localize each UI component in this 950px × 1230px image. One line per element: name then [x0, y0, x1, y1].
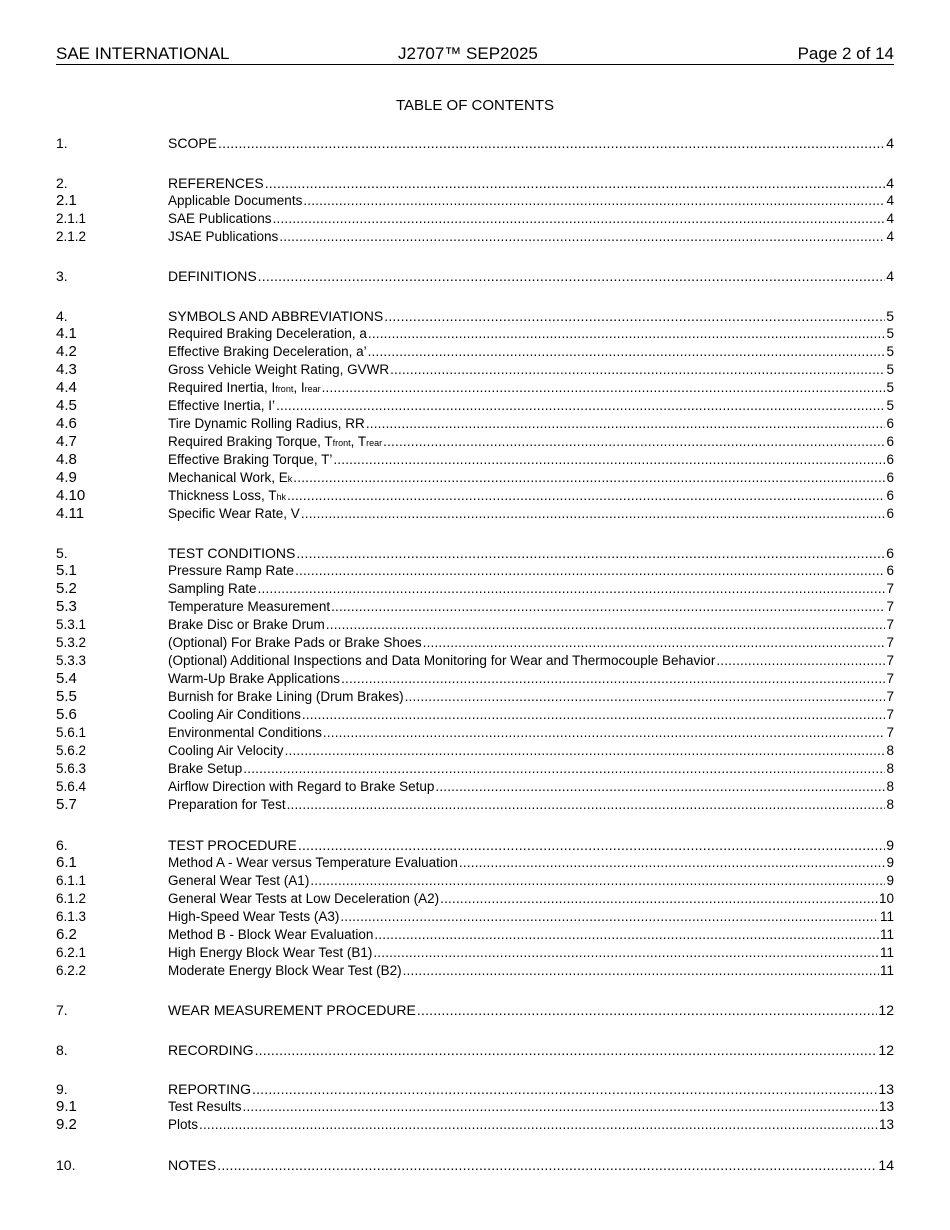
toc-entry-page: 8	[886, 761, 894, 776]
toc-leader-dots	[258, 580, 886, 598]
toc-entry-page: 6	[886, 545, 894, 561]
toc-entry-number: 4.11	[56, 504, 85, 522]
toc-entry-page: 11	[879, 908, 894, 924]
toc-entry-number: 9.2	[56, 1116, 77, 1133]
toc-title: TABLE OF CONTENTS	[395, 97, 555, 114]
toc-entry-page: 11	[879, 944, 894, 960]
toc-entry-line	[168, 397, 894, 415]
toc-entry-number: 5.	[56, 545, 68, 561]
toc-leader-dots	[384, 307, 885, 325]
toc-entry-line	[168, 598, 894, 616]
toc-entry-title: Cooling Air Conditions	[168, 707, 301, 722]
toc-leader-dots	[295, 562, 885, 580]
toc-entry-line	[168, 1080, 894, 1098]
toc-entry-number: 6.1.2	[56, 890, 87, 906]
toc-entry-number: 5.2	[56, 580, 77, 597]
toc-entry-title: Sampling Rate	[168, 581, 257, 596]
toc-entry-number: 5.6.2	[56, 743, 87, 758]
toc-leader-dots	[279, 228, 885, 246]
toc-entry-number: 6.	[56, 836, 68, 853]
toc-entry-line	[168, 562, 894, 580]
toc-entry-page: 9	[886, 854, 894, 870]
toc-entry-title: TEST PROCEDURE	[168, 836, 297, 853]
toc-entry[interactable]	[56, 742, 894, 760]
toc-entry-number: 6.1	[56, 853, 77, 871]
toc-leader-dots	[366, 415, 886, 433]
toc-entry-number: 5.6.3	[56, 761, 87, 776]
toc-leader-dots	[287, 796, 886, 814]
toc-entry-number: 8.	[56, 1041, 68, 1058]
toc-entry-number: 4.9	[56, 468, 77, 486]
toc-leader-dots	[255, 1041, 878, 1059]
toc-entry-number: 5.7	[56, 796, 77, 813]
toc-entry-page: 7	[886, 671, 894, 686]
toc-entry-number: 4.6	[56, 414, 77, 432]
toc-entry-title: DEFINITIONS	[168, 268, 257, 284]
toc-entry-number: 5.3	[56, 598, 77, 615]
toc-entry-title: Mechanical Work, Ek	[168, 469, 293, 485]
toc-entry-title: Cooling Air Velocity	[168, 743, 284, 758]
toc-entry-page: 6	[886, 469, 894, 485]
toc-entry-line	[168, 706, 894, 724]
toc-entry-title: Tire Dynamic Rolling Radius, RR	[168, 415, 365, 431]
toc-entry-line	[168, 1041, 894, 1059]
toc-entry-page: 12	[878, 1002, 894, 1018]
toc-leader-dots	[243, 1098, 878, 1116]
toc-leader-dots	[243, 760, 885, 778]
toc-entry[interactable]	[56, 343, 894, 361]
toc-entry-number: 5.6	[56, 706, 77, 723]
toc-entry-line	[168, 267, 894, 285]
toc-entry[interactable]	[56, 307, 894, 325]
toc-entry[interactable]	[56, 1156, 894, 1174]
toc-leader-dots	[276, 397, 885, 415]
toc-entry-title: REFERENCES	[168, 174, 264, 191]
toc-entry-page: 9	[886, 872, 894, 888]
toc-leader-dots	[285, 742, 886, 760]
toc-entry-line	[168, 1116, 894, 1134]
toc-entry[interactable]	[56, 616, 894, 634]
toc-entry[interactable]	[56, 926, 894, 944]
toc-entry-line	[168, 580, 894, 598]
toc-entry-page: 6	[886, 433, 894, 449]
toc-entry[interactable]	[56, 397, 894, 415]
toc-entry[interactable]	[56, 872, 894, 890]
toc-leader-dots	[390, 361, 885, 379]
toc-leader-dots	[252, 1080, 877, 1098]
toc-entry-page: 7	[886, 725, 894, 740]
toc-entry-title: (Optional) Additional Inspections and Data Monitoring for Wear and Thermocouple Behavior	[168, 653, 716, 668]
toc-entry-number: 6.2.1	[56, 944, 87, 960]
toc-entry-title: Gross Vehicle Weight Rating, GVWR	[168, 361, 390, 377]
toc-entry-number: 3.	[56, 268, 68, 284]
toc-leader-dots	[368, 325, 886, 343]
toc-entry-page: 7	[886, 707, 894, 722]
toc-leader-dots	[417, 1001, 878, 1019]
toc-entry-page: 6	[886, 563, 894, 578]
toc-entry-number: 6.1.1	[56, 872, 87, 888]
toc-leader-dots	[258, 267, 886, 285]
toc-entry-line	[168, 634, 894, 652]
toc-leader-dots	[716, 652, 885, 670]
toc-entry-line	[168, 890, 894, 908]
toc-leader-dots	[341, 670, 885, 688]
toc-entry-line	[168, 760, 894, 778]
toc-entry-line	[168, 325, 894, 343]
toc-leader-dots	[218, 134, 885, 152]
toc-entry[interactable]	[56, 962, 894, 980]
toc-entry-number: 4.8	[56, 450, 77, 468]
toc-entry-line	[168, 688, 894, 706]
toc-entry[interactable]	[56, 598, 894, 616]
toc-entry-line	[168, 926, 894, 944]
toc-entry-page: 4	[886, 192, 894, 208]
toc-entry[interactable]	[56, 174, 894, 192]
toc-leader-dots	[403, 962, 879, 980]
toc-entry-number: 6.2	[56, 925, 77, 943]
toc-entry-title: Specific Wear Rate, V	[168, 505, 300, 521]
toc-entry-line	[168, 652, 894, 670]
toc-entry-number: 2.1.2	[56, 228, 87, 244]
toc-entry-title: SYMBOLS AND ABBREVIATIONS	[168, 307, 384, 324]
toc-leader-dots	[287, 487, 885, 505]
toc-entry-number: 7.	[56, 1002, 68, 1018]
toc-entry-line	[168, 962, 894, 980]
toc-leader-dots	[322, 379, 886, 397]
toc-entry-title: Brake Disc or Brake Drum	[168, 617, 325, 632]
toc-entry[interactable]	[56, 415, 894, 433]
toc-leader-dots	[298, 836, 885, 854]
toc-entry-line	[168, 724, 894, 742]
toc-entry-line	[168, 174, 894, 192]
page-header	[56, 44, 894, 65]
toc-leader-dots	[302, 706, 886, 724]
toc-entry-title: General Wear Tests at Low Deceleration (A2)	[168, 890, 440, 906]
toc-entry-title: Method B - Block Wear Evaluation	[168, 926, 374, 942]
toc-entry-title: Thickness Loss, Thk	[168, 487, 287, 503]
toc-entry-line	[168, 343, 894, 361]
toc-entry-number: 2.1	[56, 191, 77, 209]
toc-entry-page: 4	[886, 210, 894, 226]
toc-entry-line	[168, 228, 894, 246]
toc-entry-number: 5.4	[56, 670, 77, 687]
toc-entry[interactable]	[56, 544, 894, 562]
toc-entry-title: JSAE Publications	[168, 228, 279, 244]
toc-entry[interactable]	[56, 908, 894, 926]
toc-entry-page: 11	[879, 926, 894, 942]
toc-entry[interactable]	[56, 1041, 894, 1059]
toc-entry-number: 4.3	[56, 360, 77, 378]
toc-entry[interactable]	[56, 580, 894, 598]
toc-entry[interactable]	[56, 652, 894, 670]
toc-entry-page: 4	[886, 174, 894, 191]
toc-entry[interactable]	[56, 267, 894, 285]
toc-entry[interactable]	[56, 778, 894, 796]
toc-entry-number: 4.10	[56, 486, 86, 504]
toc-entry[interactable]	[56, 854, 894, 872]
toc-entry-line	[168, 544, 894, 562]
toc-entry[interactable]	[56, 634, 894, 652]
toc-entry-title: Method A - Wear versus Temperature Evaluation	[168, 854, 458, 870]
toc-entry-line	[168, 505, 894, 523]
toc-leader-dots	[333, 451, 885, 469]
toc-entry-number: 5.1	[56, 562, 77, 579]
toc-entry-page: 10	[878, 890, 894, 906]
toc-entry-line	[168, 487, 894, 506]
toc-entry-line	[168, 742, 894, 760]
toc-entry[interactable]	[56, 134, 894, 152]
toc-entry-title: High Energy Block Wear Test (B1)	[168, 944, 373, 960]
toc-entry[interactable]	[56, 228, 894, 246]
toc-entry[interactable]	[56, 210, 894, 228]
toc-entry-line	[168, 134, 894, 152]
toc-entry-line	[168, 854, 894, 872]
toc-entry-number: 5.6.4	[56, 779, 87, 794]
toc-entry-title: SAE Publications	[168, 210, 272, 226]
toc-entry-number: 5.6.1	[56, 725, 87, 740]
toc-entry-line	[168, 836, 894, 854]
toc-entry-line	[168, 451, 894, 469]
toc-entry[interactable]	[56, 890, 894, 908]
toc-entry-page: 5	[886, 397, 894, 413]
toc-entry-page: 14	[878, 1156, 894, 1173]
toc-leader-dots	[340, 908, 879, 926]
toc-leader-dots	[273, 210, 886, 228]
toc-entry-title: TEST CONDITIONS	[168, 545, 296, 561]
toc-entry-title: Effective Inertia, I’	[168, 397, 276, 413]
toc-entry-page: 7	[886, 689, 894, 704]
toc-entry[interactable]	[56, 1001, 894, 1019]
toc-entry-line	[168, 415, 894, 433]
toc-leader-dots	[326, 616, 886, 634]
toc-entry-title: Effective Braking Torque, T’	[168, 451, 333, 467]
toc-entry-page: 8	[886, 743, 894, 758]
toc-entry-line	[168, 796, 894, 814]
toc-entry[interactable]	[56, 688, 894, 706]
toc-leader-dots	[296, 544, 885, 562]
toc-leader-dots	[368, 343, 886, 361]
toc-entry-title: (Optional) For Brake Pads or Brake Shoes	[168, 635, 422, 650]
toc-entry[interactable]	[56, 192, 894, 210]
header-page-number: Page 2 of 14	[797, 44, 894, 63]
toc-entry-title: Environmental Conditions	[168, 725, 322, 740]
toc-entry-title: Preparation for Test	[168, 797, 286, 812]
toc-entry-line	[168, 908, 894, 926]
toc-entry-number: 4.7	[56, 432, 77, 450]
toc-entry[interactable]	[56, 836, 894, 854]
toc-entry-line	[168, 210, 894, 228]
toc-entry-line	[168, 469, 894, 488]
toc-entry-page: 5	[886, 379, 894, 395]
toc-entry-title: SCOPE	[168, 135, 218, 151]
toc-entry-page: 4	[886, 268, 894, 284]
toc-entry-number: 4.	[56, 307, 68, 324]
toc-entry-page: 6	[886, 487, 894, 503]
toc-entry-title: Airflow Direction with Regard to Brake Setup	[168, 779, 435, 794]
toc-entry-number: 5.5	[56, 688, 77, 705]
toc-entry[interactable]	[56, 1098, 894, 1116]
toc-entry[interactable]	[56, 706, 894, 724]
toc-leader-dots	[323, 724, 886, 742]
toc-entry[interactable]	[56, 325, 894, 343]
toc-entry-title: NOTES	[168, 1156, 217, 1173]
header-organization: SAE INTERNATIONAL	[56, 44, 230, 63]
toc-entry-number: 5.3.2	[56, 635, 87, 650]
toc-entry-number: 4.5	[56, 396, 77, 414]
toc-entry-number: 6.1.3	[56, 908, 87, 924]
toc-entry-line	[168, 1001, 894, 1019]
toc-entry-page: 4	[886, 228, 894, 244]
toc-entry-title: WEAR MEASUREMENT PROCEDURE	[168, 1002, 416, 1018]
toc-entry-page: 12	[878, 1041, 894, 1058]
toc-leader-dots	[374, 926, 879, 944]
toc-entry-page: 5	[886, 307, 894, 324]
toc-entry-line	[168, 670, 894, 688]
toc-entry[interactable]	[56, 1116, 894, 1134]
toc-entry[interactable]	[56, 1080, 894, 1098]
toc-entry-page: 13	[878, 1117, 894, 1132]
toc-entry-page: 4	[886, 135, 894, 151]
toc-entry-line	[168, 307, 894, 325]
toc-entry-number: 5.3.3	[56, 653, 87, 668]
toc-entry[interactable]	[56, 469, 894, 487]
toc-entry-number: 5.3.1	[56, 617, 87, 632]
toc-entry-line	[168, 361, 894, 379]
toc-entry-title: Pressure Ramp Rate	[168, 563, 295, 578]
toc-entry-page: 5	[886, 361, 894, 377]
toc-entry[interactable]	[56, 487, 894, 505]
toc-entry[interactable]	[56, 433, 894, 451]
toc-entry-number: 2.	[56, 174, 68, 191]
toc-entry-page: 5	[886, 325, 894, 341]
toc-entry[interactable]	[56, 451, 894, 469]
toc-leader-dots	[265, 174, 886, 192]
toc-leader-dots	[440, 890, 878, 908]
toc-entry-line	[168, 944, 894, 962]
toc-entry-page: 6	[886, 451, 894, 467]
toc-leader-dots	[303, 192, 885, 210]
toc-entry[interactable]	[56, 670, 894, 688]
toc-entry-page: 6	[886, 415, 894, 431]
toc-entry-title: Required Braking Deceleration, a	[168, 325, 367, 341]
toc-entry-page: 7	[886, 653, 894, 668]
toc-entry-page: 7	[886, 617, 894, 632]
toc-leader-dots	[301, 505, 886, 523]
toc-entry-title: Applicable Documents	[168, 192, 303, 208]
toc-entry-number: 1.	[56, 135, 68, 151]
toc-entry-page: 13	[878, 1081, 894, 1097]
toc-entry-title: Temperature Measurement	[168, 599, 331, 614]
toc-leader-dots	[459, 854, 886, 872]
header-document-id: J2707™ SEP2025	[398, 44, 538, 63]
toc-entry[interactable]	[56, 562, 894, 580]
toc-leader-dots	[383, 433, 885, 451]
toc-entry-line	[168, 1156, 894, 1174]
toc-entry-line	[168, 778, 894, 796]
toc-leader-dots	[310, 872, 885, 890]
toc-entry[interactable]	[56, 724, 894, 742]
toc-entry-page: 5	[886, 343, 894, 359]
toc-leader-dots	[331, 598, 885, 616]
toc-entry-number: 9.	[56, 1081, 68, 1097]
toc-entry-title: Effective Braking Deceleration, a’	[168, 343, 367, 359]
toc-entry-number: 4.2	[56, 342, 77, 360]
toc-entry-title: High-Speed Wear Tests (A3)	[168, 908, 340, 924]
toc-entry-title: Plots	[168, 1117, 199, 1132]
toc-leader-dots	[423, 634, 886, 652]
toc-entry-number: 2.1.1	[56, 210, 87, 226]
toc-entry-page: 6	[886, 505, 894, 521]
toc-leader-dots	[373, 944, 879, 962]
toc-entry-title: REPORTING	[168, 1081, 251, 1097]
toc-entry-title: Test Results	[168, 1099, 242, 1114]
toc-entry[interactable]	[56, 796, 894, 814]
toc-leader-dots	[217, 1156, 877, 1174]
toc-entry-line	[168, 872, 894, 890]
toc-entry-number: 4.1	[56, 324, 77, 342]
toc-entry[interactable]	[56, 505, 894, 523]
toc-entry-page: 7	[886, 581, 894, 596]
toc-entry-title: Required Inertia, Ifront, Irear	[168, 379, 321, 395]
toc-entry-page: 11	[879, 962, 894, 978]
toc-entry-page: 9	[886, 836, 894, 853]
toc-entry[interactable]	[56, 760, 894, 778]
toc-entry-number: 4.4	[56, 378, 77, 396]
toc-entry-number: 9.1	[56, 1098, 77, 1115]
toc-entry-title: Warm-Up Brake Applications	[168, 671, 341, 686]
toc-entry-line	[168, 1098, 894, 1116]
toc-entry[interactable]	[56, 944, 894, 962]
toc-leader-dots	[199, 1116, 878, 1134]
toc-entry-page: 7	[886, 599, 894, 614]
toc-entry-page: 8	[886, 797, 894, 812]
toc-leader-dots	[405, 688, 886, 706]
table-of-contents	[56, 134, 894, 1174]
toc-leader-dots	[435, 778, 885, 796]
toc-entry-title: Moderate Energy Block Wear Test (B2)	[168, 962, 402, 978]
toc-entry-title: RECORDING	[168, 1041, 254, 1058]
toc-entry-page: 7	[886, 635, 894, 650]
toc-entry-number: 6.2.2	[56, 962, 87, 978]
toc-leader-dots	[293, 469, 885, 487]
toc-entry-page: 13	[878, 1099, 894, 1114]
toc-entry-number: 10.	[56, 1156, 76, 1173]
toc-entry-title: General Wear Test (A1)	[168, 872, 310, 888]
toc-entry[interactable]	[56, 379, 894, 397]
toc-entry-line	[168, 433, 894, 452]
toc-entry-title: Required Braking Torque, Tfront, Trear	[168, 433, 383, 449]
toc-entry-page: 8	[886, 779, 894, 794]
toc-entry-line	[168, 192, 894, 210]
toc-entry-line	[168, 379, 894, 398]
toc-entry-title: Burnish for Brake Lining (Drum Brakes)	[168, 689, 404, 704]
toc-entry-title: Brake Setup	[168, 761, 243, 776]
toc-entry-line	[168, 616, 894, 634]
toc-entry[interactable]	[56, 361, 894, 379]
